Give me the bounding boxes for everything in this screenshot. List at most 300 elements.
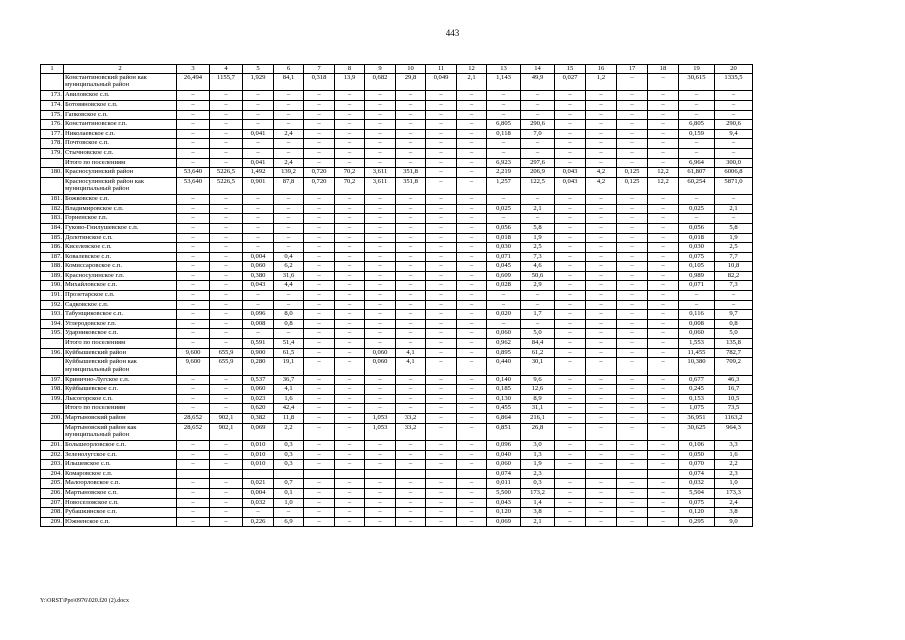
value-cell: 5,0 [521, 329, 555, 339]
value-cell: – [365, 129, 396, 139]
value-cell: – [243, 300, 274, 310]
value-cell: – [617, 148, 648, 158]
value-cell: – [586, 148, 617, 158]
value-cell: – [304, 129, 335, 139]
value-cell: – [426, 281, 457, 291]
value-cell: – [335, 129, 365, 139]
value-cell: – [177, 375, 210, 385]
column-header: 1 [41, 65, 64, 74]
value-cell: 0,096 [243, 310, 274, 320]
value-cell: – [335, 358, 365, 375]
value-cell: – [335, 300, 365, 310]
value-cell: – [365, 214, 396, 224]
value-cell: – [487, 291, 521, 301]
value-cell: – [457, 394, 487, 404]
value-cell: – [335, 375, 365, 385]
value-cell: 1163,2 [715, 413, 753, 423]
value-cell: – [679, 195, 715, 205]
value-cell: 351,8 [396, 177, 426, 194]
value-cell: 4,1 [396, 358, 426, 375]
value-cell: 0,295 [679, 517, 715, 527]
table-row [41, 100, 753, 110]
value-cell: – [648, 319, 679, 329]
value-cell: 0,682 [365, 74, 396, 91]
value-cell: 12,6 [521, 385, 555, 395]
row-number-cell: 206. [41, 488, 64, 498]
value-cell: 139,2 [274, 168, 304, 178]
value-cell: – [457, 100, 487, 110]
value-cell: 0,025 [679, 204, 715, 214]
value-cell: 351,8 [396, 168, 426, 178]
row-number-cell [41, 404, 64, 414]
value-cell: – [274, 300, 304, 310]
territory-name-cell: Садковское с.п. [64, 300, 177, 310]
value-cell: – [365, 488, 396, 498]
value-cell: – [243, 148, 274, 158]
value-cell [555, 469, 586, 479]
value-cell: – [365, 394, 396, 404]
value-cell: – [426, 498, 457, 508]
value-cell: 6,9 [274, 517, 304, 527]
row-number-cell: 198. [41, 385, 64, 395]
value-cell: – [426, 168, 457, 178]
column-header: 14 [521, 65, 555, 74]
value-cell: – [457, 139, 487, 149]
value-cell: – [555, 310, 586, 320]
value-cell: – [648, 100, 679, 110]
value-cell: – [648, 291, 679, 301]
value-cell: – [396, 450, 426, 460]
value-cell: – [274, 139, 304, 149]
value-cell: 0,027 [555, 74, 586, 91]
value-cell: – [487, 195, 521, 205]
value-cell: – [555, 195, 586, 205]
value-cell: – [617, 281, 648, 291]
value-cell: – [177, 139, 210, 149]
value-cell: – [365, 158, 396, 168]
value-cell: – [426, 262, 457, 272]
value-cell: – [679, 300, 715, 310]
value-cell: – [365, 319, 396, 329]
value-cell: – [335, 262, 365, 272]
table-row [41, 223, 753, 233]
value-cell: – [648, 479, 679, 489]
value-cell: – [426, 310, 457, 320]
value-cell: 902,1 [210, 423, 243, 440]
row-number-cell [41, 177, 64, 194]
territory-name-cell: Комиссаровское с.п. [64, 262, 177, 272]
value-cell: 0,245 [679, 385, 715, 395]
value-cell: 0,075 [679, 498, 715, 508]
value-cell: 0,3 [521, 479, 555, 489]
value-cell: – [648, 423, 679, 440]
value-cell: – [177, 204, 210, 214]
value-cell: 1,4 [521, 498, 555, 508]
value-cell: – [586, 291, 617, 301]
value-cell: – [617, 413, 648, 423]
value-cell: – [335, 479, 365, 489]
row-number-cell: 199. [41, 394, 64, 404]
value-cell: – [555, 100, 586, 110]
value-cell: – [648, 358, 679, 375]
value-cell: 0,032 [679, 479, 715, 489]
value-cell: – [396, 148, 426, 158]
value-cell: – [396, 394, 426, 404]
value-cell: 0,060 [365, 358, 396, 375]
table-row [41, 91, 753, 101]
value-cell: – [177, 100, 210, 110]
value-cell: – [210, 375, 243, 385]
territory-name-cell: Углеродовское г.п. [64, 319, 177, 329]
value-cell: – [555, 413, 586, 423]
value-cell: – [555, 243, 586, 253]
value-cell: – [365, 233, 396, 243]
value-cell: 0,125 [617, 177, 648, 194]
value-cell: 2,3 [715, 469, 753, 479]
value-cell: – [177, 488, 210, 498]
row-number-cell: 192. [41, 300, 64, 310]
value-cell: – [648, 460, 679, 470]
value-cell: – [555, 517, 586, 527]
value-cell: 0,226 [243, 517, 274, 527]
value-cell: 0,3 [274, 460, 304, 470]
table-row [41, 385, 753, 395]
value-cell: – [335, 204, 365, 214]
value-cell: 0,069 [243, 423, 274, 440]
value-cell: – [396, 271, 426, 281]
table-row [41, 488, 753, 498]
value-cell: – [586, 498, 617, 508]
value-cell: – [586, 100, 617, 110]
value-cell: 4,2 [586, 168, 617, 178]
value-cell: 0,455 [487, 404, 521, 414]
territory-name-cell: Южненское с.п. [64, 517, 177, 527]
value-cell: – [210, 243, 243, 253]
value-cell: – [304, 291, 335, 301]
value-cell: – [648, 329, 679, 339]
value-cell: – [304, 120, 335, 130]
value-cell: – [304, 358, 335, 375]
value-cell: – [274, 291, 304, 301]
value-cell: – [555, 385, 586, 395]
row-number-cell: 178. [41, 139, 64, 149]
value-cell: – [243, 214, 274, 224]
value-cell: 0,021 [243, 479, 274, 489]
value-cell: – [555, 404, 586, 414]
value-cell: 0,620 [243, 404, 274, 414]
value-cell: – [365, 508, 396, 518]
value-cell: 0,060 [487, 460, 521, 470]
value-cell: – [426, 319, 457, 329]
value-cell: – [274, 91, 304, 101]
value-cell: 964,3 [715, 423, 753, 440]
column-header: 20 [715, 65, 753, 74]
territory-name-cell: Новоселовское с.п. [64, 498, 177, 508]
value-cell: – [555, 91, 586, 101]
table-row [41, 423, 753, 440]
row-number-cell: 193. [41, 310, 64, 320]
value-cell: 0,185 [487, 385, 521, 395]
value-cell: – [648, 233, 679, 243]
value-cell: – [457, 223, 487, 233]
value-cell: – [274, 120, 304, 130]
column-header: 15 [555, 65, 586, 74]
value-cell: – [617, 375, 648, 385]
value-cell: 0,280 [243, 358, 274, 375]
value-cell: – [426, 394, 457, 404]
row-number-cell [41, 423, 64, 440]
value-cell: – [396, 204, 426, 214]
value-cell: 4,1 [396, 348, 426, 358]
value-cell: – [365, 195, 396, 205]
value-cell: – [177, 223, 210, 233]
value-cell: – [555, 300, 586, 310]
value-cell: – [586, 394, 617, 404]
value-cell: – [617, 440, 648, 450]
value-cell: – [586, 129, 617, 139]
value-cell: – [426, 440, 457, 450]
value-cell: – [396, 460, 426, 470]
value-cell: – [426, 158, 457, 168]
value-cell: – [335, 252, 365, 262]
value-cell: 0,318 [304, 74, 335, 91]
value-cell: 0,096 [487, 440, 521, 450]
value-cell: 0,591 [243, 339, 274, 349]
value-cell: 9,600 [177, 348, 210, 358]
value-cell: 9,0 [715, 517, 753, 527]
value-cell: – [210, 394, 243, 404]
value-cell: – [457, 479, 487, 489]
value-cell: – [617, 329, 648, 339]
value-cell: – [304, 460, 335, 470]
value-cell: – [210, 300, 243, 310]
value-cell: – [396, 517, 426, 527]
value-cell: 5871,0 [715, 177, 753, 194]
value-cell: – [521, 291, 555, 301]
value-cell: – [210, 450, 243, 460]
table-row [41, 404, 753, 414]
value-cell: – [210, 479, 243, 489]
value-cell: 1,9 [521, 460, 555, 470]
row-number-cell: 177. [41, 129, 64, 139]
value-cell: – [210, 508, 243, 518]
row-number-cell: 208. [41, 508, 64, 518]
value-cell: – [617, 195, 648, 205]
value-cell: 0,004 [243, 252, 274, 262]
value-cell: – [304, 517, 335, 527]
table-row [41, 177, 753, 194]
value-cell: 0,010 [243, 450, 274, 460]
value-cell: – [617, 100, 648, 110]
value-cell: 61,2 [521, 348, 555, 358]
territory-name-cell: Почтовское с.п. [64, 139, 177, 149]
value-cell: – [304, 223, 335, 233]
table-row [41, 139, 753, 149]
value-cell: – [426, 404, 457, 414]
value-cell: – [555, 423, 586, 440]
value-cell: 0,118 [487, 129, 521, 139]
value-cell: – [555, 204, 586, 214]
value-cell: – [555, 158, 586, 168]
value-cell: – [365, 148, 396, 158]
value-cell: 1,0 [715, 479, 753, 489]
value-cell: 5,504 [679, 488, 715, 498]
value-cell: 0,380 [243, 271, 274, 281]
table-row [41, 195, 753, 205]
row-number-cell: 195. [41, 329, 64, 339]
value-cell: 0,7 [274, 479, 304, 489]
value-cell: – [177, 440, 210, 450]
value-cell: – [304, 413, 335, 423]
value-cell: – [304, 498, 335, 508]
value-cell: – [365, 281, 396, 291]
value-cell: – [679, 91, 715, 101]
value-cell: 0,020 [487, 310, 521, 320]
value-cell: 30,1 [521, 358, 555, 375]
value-cell: – [648, 348, 679, 358]
value-cell: – [304, 148, 335, 158]
value-cell: 0,023 [243, 394, 274, 404]
value-cell: 6,864 [487, 413, 521, 423]
value-cell: – [177, 404, 210, 414]
value-cell: – [617, 479, 648, 489]
value-cell: 655,9 [210, 358, 243, 375]
value-cell: – [426, 243, 457, 253]
value-cell: – [586, 440, 617, 450]
value-cell: – [487, 139, 521, 149]
value-cell: – [335, 214, 365, 224]
value-cell: 0,382 [243, 413, 274, 423]
value-cell: 0,060 [679, 329, 715, 339]
value-cell: – [617, 271, 648, 281]
value-cell: – [304, 423, 335, 440]
value-cell: 300,0 [715, 158, 753, 168]
territory-name-cell: Большеорловское с.п. [64, 440, 177, 450]
value-cell: – [243, 329, 274, 339]
value-cell: – [304, 508, 335, 518]
value-cell: – [335, 243, 365, 253]
value-cell: – [177, 120, 210, 130]
value-cell: – [586, 158, 617, 168]
value-cell: – [365, 375, 396, 385]
value-cell: 46,3 [715, 375, 753, 385]
value-cell: – [426, 100, 457, 110]
value-cell: 0,537 [243, 375, 274, 385]
column-header: 9 [365, 65, 396, 74]
value-cell: – [457, 271, 487, 281]
value-cell: – [335, 385, 365, 395]
value-cell: – [304, 233, 335, 243]
value-cell: – [457, 177, 487, 194]
value-cell: – [177, 479, 210, 489]
value-cell: – [210, 262, 243, 272]
value-cell: – [457, 508, 487, 518]
value-cell: – [555, 110, 586, 120]
row-number-cell [41, 358, 64, 375]
value-cell: – [396, 262, 426, 272]
value-cell: 36,951 [679, 413, 715, 423]
value-cell: – [457, 460, 487, 470]
value-cell: – [555, 358, 586, 375]
value-cell: – [617, 233, 648, 243]
value-cell: – [396, 233, 426, 243]
value-cell: – [396, 129, 426, 139]
value-cell: – [304, 300, 335, 310]
value-cell: – [210, 110, 243, 120]
value-cell: – [243, 243, 274, 253]
value-cell: – [617, 498, 648, 508]
value-cell: – [177, 450, 210, 460]
value-cell: – [365, 100, 396, 110]
value-cell: – [457, 262, 487, 272]
value-cell: – [210, 233, 243, 243]
value-cell: 135,8 [715, 339, 753, 349]
value-cell: 6,805 [679, 120, 715, 130]
row-number-cell: 182. [41, 204, 64, 214]
value-cell: – [396, 440, 426, 450]
value-cell: – [586, 375, 617, 385]
territory-name-cell: Красносулинское г.п. [64, 271, 177, 281]
territory-name-cell: Владимировское с.п. [64, 204, 177, 214]
value-cell: – [210, 281, 243, 291]
value-cell: – [521, 300, 555, 310]
territory-name-cell: Красносулинский район как муниципальный район [64, 177, 177, 194]
value-cell: – [304, 204, 335, 214]
value-cell: – [521, 319, 555, 329]
value-cell [617, 469, 648, 479]
value-cell: – [715, 195, 753, 205]
value-cell: – [555, 120, 586, 130]
value-cell: 1,2 [586, 74, 617, 91]
territory-name-cell: Куйбышевский район [64, 348, 177, 358]
value-cell: – [365, 329, 396, 339]
value-cell [396, 469, 426, 479]
table-row [41, 168, 753, 178]
value-cell: 10,5 [715, 394, 753, 404]
value-cell: 12,2 [648, 177, 679, 194]
value-cell: 5226,5 [210, 177, 243, 194]
value-cell: – [396, 385, 426, 395]
table-row [41, 262, 753, 272]
value-cell [210, 469, 243, 479]
value-cell: – [457, 358, 487, 375]
row-number-cell: 185. [41, 233, 64, 243]
table-row [41, 74, 753, 91]
value-cell: 31,6 [274, 271, 304, 281]
row-number-cell: 203. [41, 460, 64, 470]
territory-name-cell: Стычновское с.п. [64, 148, 177, 158]
value-cell: – [177, 129, 210, 139]
value-cell: – [617, 158, 648, 168]
value-cell: – [177, 508, 210, 518]
value-cell: – [210, 329, 243, 339]
value-cell: – [648, 158, 679, 168]
value-cell: – [210, 310, 243, 320]
value-cell: – [617, 517, 648, 527]
value-cell: 9,6 [521, 375, 555, 385]
value-cell: – [396, 300, 426, 310]
territory-name-cell: Константиновское г.п. [64, 120, 177, 130]
territory-name-cell: Михайловское с.п. [64, 281, 177, 291]
value-cell: – [457, 129, 487, 139]
table-row [41, 440, 753, 450]
table-row [41, 339, 753, 349]
value-cell: – [210, 460, 243, 470]
value-cell: – [274, 214, 304, 224]
value-cell: – [274, 223, 304, 233]
value-cell: – [457, 91, 487, 101]
value-cell: – [586, 348, 617, 358]
